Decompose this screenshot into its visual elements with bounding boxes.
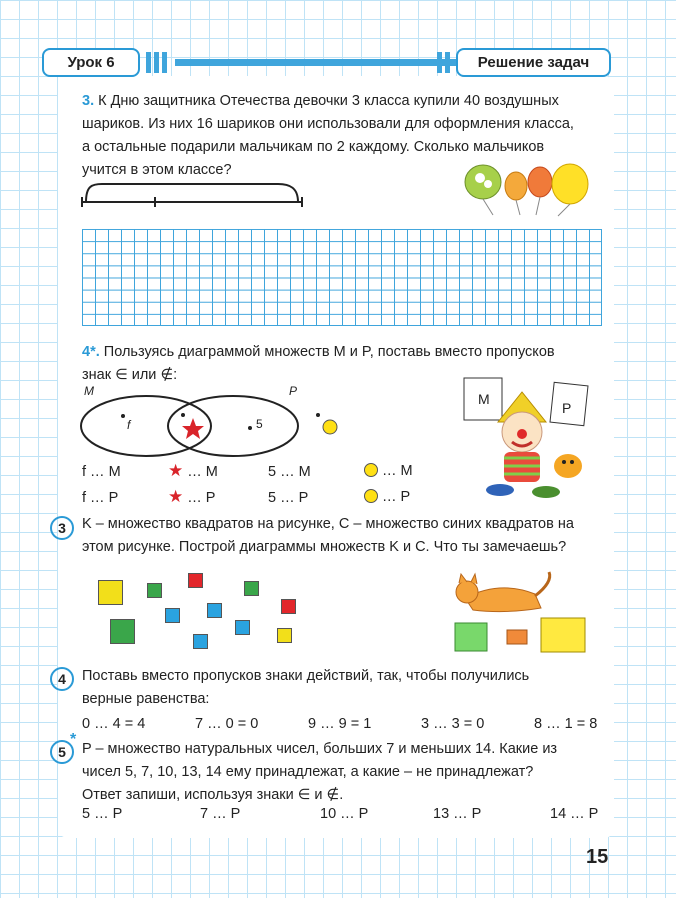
star-icon: ★ [168, 461, 184, 480]
header-stripe [154, 52, 159, 73]
cat-with-cubes-illustration [445, 568, 595, 654]
header-stripe [437, 52, 442, 73]
equation: 9 … 9 = 1 [308, 716, 372, 732]
relation-5-m: 5 … M [268, 464, 311, 480]
membership-item: 14 … P [550, 806, 599, 822]
square-green [110, 619, 135, 644]
venn-label-p: P [289, 384, 298, 398]
square-yellow [98, 580, 123, 605]
task5-text: P – множество натуральных чисел, больших 7 и меньших 14. Какие из чисел 5, 7, 10, 13, 14 ему принадлежат, а какие – не принадлежат? Ответ запиши, используя знаки ∈ и ∉. [82, 741, 558, 803]
membership-item: 10 … P [320, 806, 369, 822]
relation-dot-m: … M [364, 463, 413, 479]
equation: 8 … 1 = 8 [534, 716, 598, 732]
venn-diagram [78, 384, 348, 460]
clown-sign-m: M [478, 391, 490, 407]
relation-star-m: ★ … M [168, 461, 218, 480]
venn-label-f: f [127, 418, 131, 432]
task3-body: К Дню защитника Отечества девочки 3 класса купили 40 воздушных шариков. Из них 16 шариков они использовали для оформления класса, а остальные подарили мальчикам по 2 каждому. Сколько мальчиков учится в этом классе? [82, 93, 574, 178]
task4star-number: 4*. [82, 344, 100, 360]
page-number: 15 [586, 846, 609, 868]
header-bar [175, 59, 457, 66]
answer-grid[interactable] [82, 229, 602, 326]
membership-item: 13 … P [433, 806, 482, 822]
header-stripe [146, 52, 151, 73]
star-element [182, 418, 204, 439]
task5-number: 5 [50, 740, 74, 764]
relation-dot-p: … P [364, 489, 410, 505]
task3b-number: 3 [50, 516, 74, 540]
balloons-illustration [458, 160, 608, 222]
yellow-dot-element [323, 420, 337, 434]
square-red [188, 573, 203, 588]
square-blue [193, 634, 208, 649]
membership-item: 7 … P [200, 806, 241, 822]
lesson-label: Урок 6 [42, 48, 140, 77]
relation-f-m: f … M [82, 464, 121, 480]
square-blue [165, 608, 180, 623]
header-stripe [445, 52, 450, 73]
square-yellow [277, 628, 292, 643]
segment-diagram [78, 180, 308, 214]
venn-label-m: M [84, 384, 94, 398]
square-red [281, 599, 296, 614]
venn-label-5: 5 [256, 417, 263, 431]
task4star-body: Пользуясь диаграммой множеств M и P, поставь вместо пропусков знак ∈ или ∉: [82, 344, 555, 383]
equation: 7 … 0 = 0 [195, 716, 259, 732]
equation: 0 … 4 = 4 [82, 716, 146, 732]
task4-number: 4 [50, 667, 74, 691]
relation-f-p: f … P [82, 490, 119, 506]
equation: 3 … 3 = 0 [421, 716, 485, 732]
square-green [244, 581, 259, 596]
star-icon: ★ [168, 487, 184, 506]
header-stripe [162, 52, 167, 73]
clown-sign-p: P [562, 400, 572, 416]
square-blue [235, 620, 250, 635]
task3b-text: K – множество квадратов на рисунке, C – множество синих квадратов на этом рисунке. Построй диаграммы множеств K и C. Что ты замечаешь? [82, 516, 574, 555]
square-blue [207, 603, 222, 618]
relation-star-p: ★ … P [168, 487, 216, 506]
membership-item: 5 … P [82, 806, 123, 822]
task4-text: Поставь вместо пропусков знаки действий, так, чтобы получились верные равенства: [82, 668, 530, 707]
yellow-dot-icon [364, 463, 378, 477]
yellow-dot-icon [364, 489, 378, 503]
relation-5-p: 5 … P [268, 490, 309, 506]
square-green [147, 583, 162, 598]
task5-star-mark: * [70, 731, 77, 748]
topic-label: Решение задач [456, 48, 611, 77]
task3-number: 3. [82, 93, 95, 109]
